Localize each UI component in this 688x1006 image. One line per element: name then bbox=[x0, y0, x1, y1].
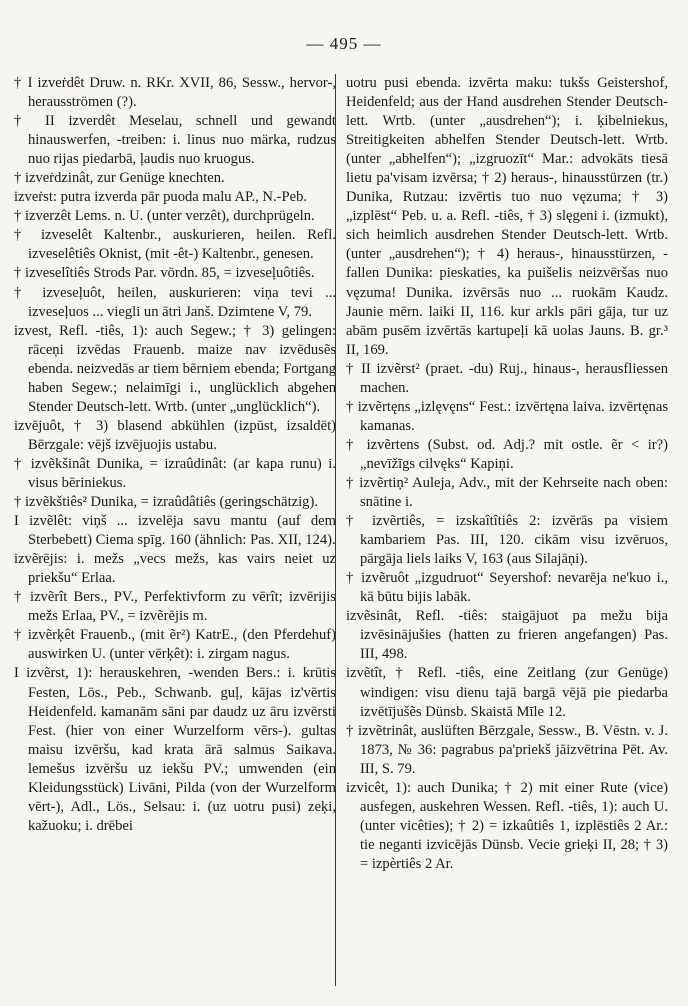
entry: † izverzêt Lems. n. U. (unter verzêt), durchprügeln. bbox=[14, 208, 315, 225]
entry-continuation: uotru pusi ebenda. izvērta maku: tukšs Geistershof, Heidenfeld; aus der Hand ausdrehen Stender Deutsch-lett. Wrtb. (unter „ausdrehen“); i. ķibelniekus, Streitigkeiten abhelfen Stender Deutsch-lett. Wrtb. (unter „abhelfen“); „izgruozīt“ Mar.: advokāts tiesā lietu pa'visam izvērsa; † 2) heraus-, hinausstürzen (tr.) Dunika, Rutzau: izvērtis tuo nuo vęzuma; † 3) „izplēst“ Peb. u. a. Refl. -tiês, † 3) slęgeni i. (izmukt), sich heimlich ausdrehen Stender Deutsch-lett. Wrtb. (unter „ausdrehen“); † 4) heraus-, hinausstürzen, -fallen Dunika: pieskaties, ka puišelis neizvēršas nuo vęzuma! Dunika. izvērsās nuo ... ruokām Kaudz. Jaunie mērn. laiki II, 116. kur arkls pāri gāja, tur uz abām pusēm izvērtās kartupeļi kā uolas Jauns. B. gr.³ II, 169. bbox=[346, 75, 668, 358]
entry: izvẽrējis: i. mežs „vecs mežs, kas vairs neiet uz priekšu“ Erlaa. bbox=[14, 551, 336, 587]
entry: † izvẽrtiês, = izskaîtîtiês 2: izvērās pa visiem kambariem Pas. III, 120. cikām visu izvēruos, pārgāja liels laiks V, 163 (aus Silajāņi). bbox=[346, 513, 668, 568]
entry: † izveseļuôt, heilen, auskurieren: viņa tevi ... izveseļuos ... viegli un ātri Janš. Dzimtene V, 79. bbox=[14, 284, 336, 320]
entry: izvẽtît, † Refl. -tiês, eine Zeitlang (zur Genüge) windigen: visu dienu tajā bargā vējā pie piedarba izvētījušẽs Dünsb. Skaistā Mīle 12. bbox=[346, 665, 668, 720]
entry: I izvẽlêt: viņš ... izvelēja savu mantu (auf dem Sterbebett) Ciema spīg. 160 (ähnlich: Pas. XII, 124). bbox=[14, 513, 336, 549]
entry: izvest, Refl. -tiês, 1): auch Segew.; † 3) gelingen: rāceņi izvēdas Frauenb. maize nav izvēdusẽs ebenda. neizvedās ar tiem bērniem ebenda; Fortgang haben Segew.; nelaimīgi i., unglücklich abgehen Stender Deutsch-lett. Wrtb. (unter „unglücklich“). bbox=[14, 322, 336, 415]
entry: † izvẽruôt „izgudruot“ Seyershof: nevarēja ne'kuo i., kā būtu bijis labāk. bbox=[346, 570, 668, 606]
entry: I izvẽrst, 1): herauskehren, -wenden Bers.: i. krūtis Festen, Lös., Peb., Schwanb. guļ, kājas iz'vērtis Heidenfeld. kamanām sāni par daudz uz āru izvērsti Fest. (hier von einer Wurzelform vērs-). gultas maisu izvēršu, kad krata ārā salmus Saikava. lemešus izvēršu uz iekšu PV.; umwenden (ein Kleidungsstück) Livāni, Pilda (von der Wurzelform vērt-), Adl., Lös., Selsau: i. (uz uotru pusi) zeķi, kažuoku; i. drēbei bbox=[14, 665, 336, 834]
page-number: — 495 — bbox=[306, 34, 382, 53]
entry: † izvẽrtens (Subst. od. Adj.? mit ostle. ẽr < ir?) „nevīžīgs cilvęks“ Kapiņi. bbox=[346, 436, 668, 472]
entry: † izvẽtrinât, auslüften Bērzgale, Sessw., B. Vēstn. v. J. 1873, № 36: pagrabus pa'priekš jāizvētrina Pēt. Av. III, S. 79. bbox=[346, 722, 668, 777]
entry: † izvẽrķêt Frauenb., (mit ẽr²) KatrE., (den Pferdehuf) auswirken U. (unter vērķêt): i. zirgam nagus. bbox=[14, 627, 336, 663]
entry: † II izvẽrst² (praet. -du) Ruj., hinaus-, herausfliessen machen. bbox=[346, 360, 668, 396]
entry: izvẽsinât, Refl. -tiês: staigājuot pa mežu bija izvēsinājušies (hatten zu frieren angefangen) Pas. III, 498. bbox=[346, 608, 668, 663]
entry: † izvẽkšinât Dunika, = izraûdinât: (ar kapa runu) i. visus bēriniekus. bbox=[14, 455, 336, 491]
entry: † izveṙdzinât, zur Genüge knechten. bbox=[14, 170, 225, 187]
left-column bbox=[14, 74, 336, 836]
entry: † izvẽrît Bers., PV., Perfektivform zu vērît; izvērijis mežs Erlaa, PV., = izvẽrējis m. bbox=[14, 589, 336, 625]
entry: † II izverdêt Meselau, schnell und gewandt hinauswerfen, -treiben: i. linus nuo märka, rudzus nuo rijas piedarbā, ļaudis nuo kruogus. bbox=[14, 113, 336, 168]
entry: † izveselîtiês Strods Par. vōrdn. 85, = izveseļuôtiês. bbox=[14, 265, 315, 282]
entry: † I izveṙdêt Druw. n. RKr. XVII, 86, Sessw., hervor-, herausströmen (?). bbox=[14, 75, 336, 111]
entry: † izvẽrtęns „izlęvęns“ Fest.: izvērtęna laiva. izvērtęnas kamanas. bbox=[346, 398, 668, 434]
column-divider bbox=[335, 74, 336, 986]
right-column bbox=[346, 74, 668, 874]
entry: izvicêt, 1): auch Dunika; † 2) mit einer Rute (vice) ausfegen, auskehren Wessen. Refl. -tiês, 1): auch U. (unter vicêties); † 2) = izkaûtiês 1, izplēstiês 2 Ar.: tie neganti izvicējās Dünsb. Vecie grieķi II, 28; † 3) = izpèrtiês 2 Ar. bbox=[346, 779, 668, 872]
entry: † izveselêt Kaltenbr., auskurieren, heilen. Refl. izveselêtiês Oknist, (mit -êt-) Kaltenbr., genesen. bbox=[14, 227, 336, 263]
entry: izvējuôt, † 3) blasend abkühlen (izpūst, izsaldēt) Bērzgale: vējš izvējuojis ustabu. bbox=[14, 417, 336, 453]
entry: † izvẽkštiês² Dunika, = izraûdâtiês (geringschätzig). bbox=[14, 494, 318, 511]
entry: izveṙst: putra izverda pār puoda malu AP., N.-Peb. bbox=[14, 189, 308, 206]
entry: † izvẽrtiņ² Auleja, Adv., mit der Kehrseite nach oben: snātine i. bbox=[346, 474, 668, 511]
